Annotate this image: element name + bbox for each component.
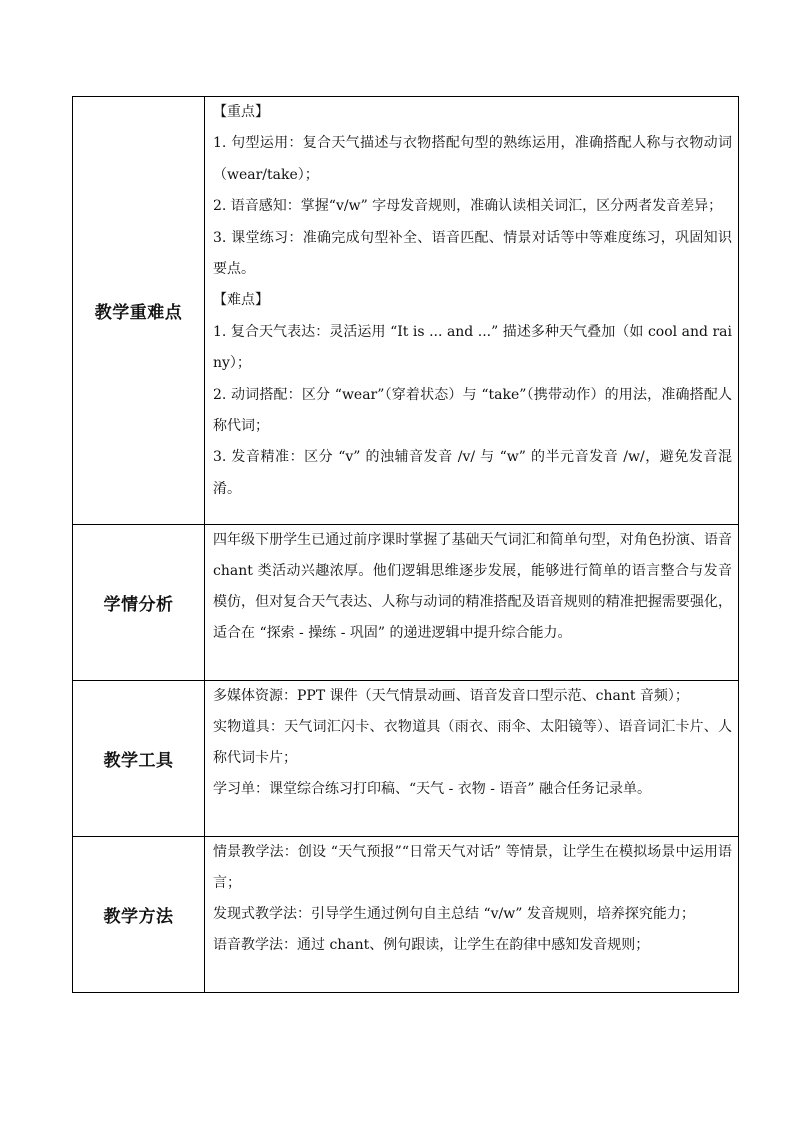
section-heading-difficult-points: 【难点】 <box>213 292 269 309</box>
paragraph: 多媒体资源：PPT 课件（天气情景动画、语音发音口型示范、chant 音频）； <box>213 688 689 704</box>
row-content <box>205 97 739 525</box>
paragraph: 语音教学法：通过 chant、例句跟读，让学生在韵律中感知发音规则； <box>213 937 650 953</box>
row-label: 学情分析 <box>73 525 205 681</box>
row-content <box>205 525 739 681</box>
table-row-teaching-methods <box>73 837 739 993</box>
paragraph: 3. 发音精准：区分 “v” 的浊辅音发音 /v/ 与 “w” 的半元音发音 /w/，避免发音混淆。 <box>213 449 732 497</box>
table-row-key-difficult-points <box>73 97 739 525</box>
paragraph: 发现式教学法：引导学生通过例句自主总结 “v/w” 发音规则，培养探究能力； <box>213 906 695 922</box>
section-heading-key-points: 【重点】 <box>213 104 269 120</box>
row-label: 教学工具 <box>73 681 205 837</box>
paragraph: 1. 句型运用：复合天气描述与衣物搭配句型的熟练运用，准确搭配人称与衣物动词（wear/take）； <box>213 135 732 183</box>
paragraph: 学习单：课堂综合练习打印稿、“天气 - 衣物 - 语音” 融合任务记录单。 <box>213 781 652 797</box>
paragraph: 情景教学法：创设 “天气预报”“日常天气对话” 等情景，让学生在模拟场景中运用语言； <box>213 844 732 891</box>
row-label: 教学方法 <box>73 837 205 993</box>
lesson-plan-table <box>72 96 739 993</box>
table-row-teaching-tools <box>73 681 739 837</box>
row-content <box>205 837 739 993</box>
paragraph: 2. 动词搭配：区分 “wear”（穿着状态）与 “take”（携带动作）的用法，准确搭配人称代词； <box>213 386 732 435</box>
paragraph: 2. 语音感知：掌握“v/w” 字母发音规则，准确认读相关词汇，区分两者发音差异； <box>213 198 723 215</box>
paragraph: 实物道具：天气词汇闪卡、衣物道具（雨衣、雨伞、太阳镜等）、语音词汇卡片、人称代词卡片； <box>213 719 732 766</box>
paragraph: 3. 课堂练习：准确完成句型补全、语音匹配、情景对话等中等难度练习，巩固知识要点。 <box>213 229 732 278</box>
row-label: 教学重难点 <box>73 97 205 525</box>
paragraph: 1. 复合天气表达：灵活运用 “It is ... and ...” 描述多种天气叠加（如 cool and rainy）； <box>213 323 732 372</box>
paragraph: 四年级下册学生已通过前序课时掌握了基础天气词汇和简单句型，对角色扮演、语音 chant 类活动兴趣浓厚。他们逻辑思维逐步发展，能够进行简单的语言整合与发音模仿，但对复合天气表达、人称与动词的精准搭配及语音规则的精准把握需要强化，适合在 “探索 - 操练 - 巩固” 的递进逻辑中提升综合能力。 <box>213 532 732 641</box>
row-content <box>205 681 739 837</box>
table-row-student-analysis <box>73 525 739 681</box>
